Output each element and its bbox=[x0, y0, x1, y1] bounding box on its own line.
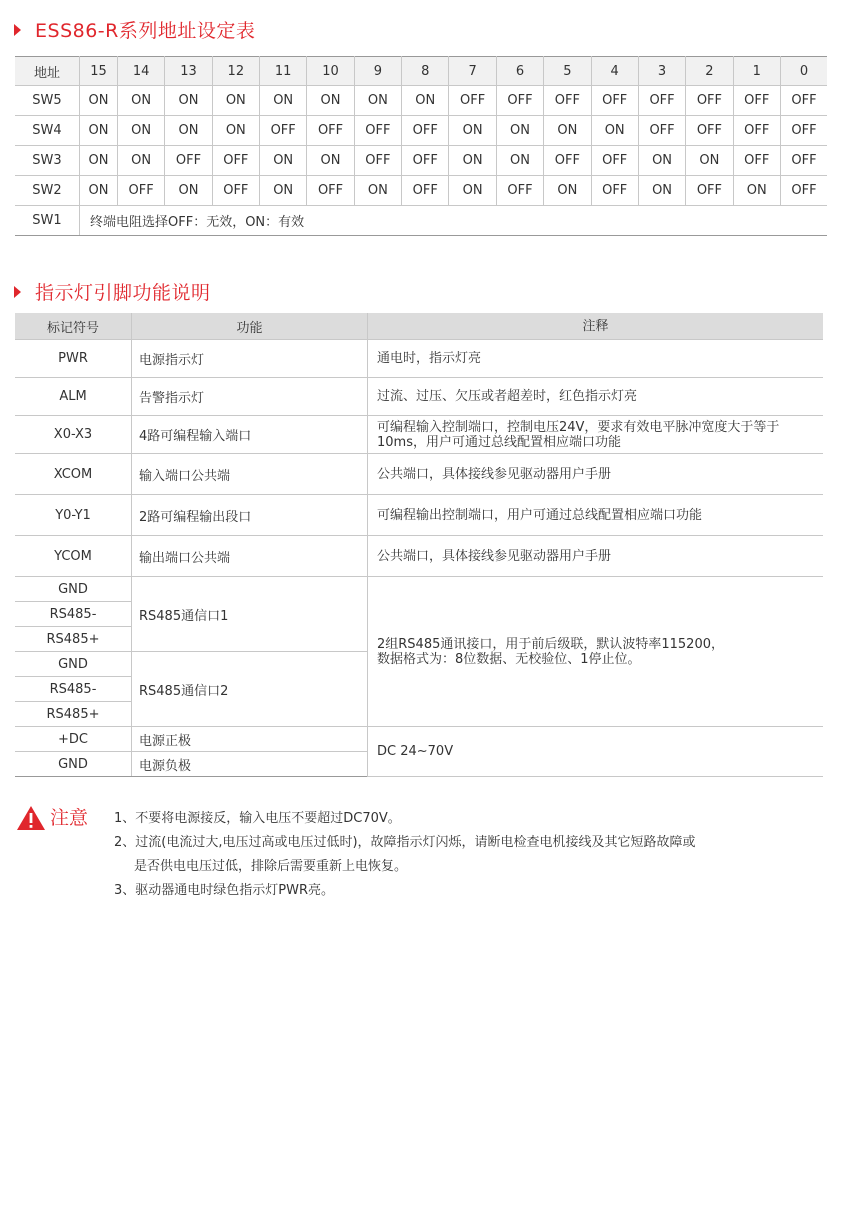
switch-state-cell: ON bbox=[80, 146, 118, 176]
switch-state-cell: OFF bbox=[780, 116, 827, 146]
switch-state-cell: ON bbox=[686, 146, 733, 176]
symbol-cell: Y0-Y1 bbox=[15, 495, 132, 536]
address-bit-header: 12 bbox=[212, 57, 259, 86]
switch-state-cell: OFF bbox=[591, 86, 638, 116]
switch-state-cell: OFF bbox=[117, 176, 164, 206]
section-title: 指示灯引脚功能说明 bbox=[35, 282, 211, 304]
function-cell: 输入端口公共端 bbox=[132, 454, 368, 495]
note-cell: 通电时，指示灯亮 bbox=[368, 340, 824, 378]
address-bit-header: 1 bbox=[733, 57, 780, 86]
switch-state-cell: OFF bbox=[780, 146, 827, 176]
switch-label-cell: SW2 bbox=[15, 176, 80, 206]
table-row bbox=[15, 536, 823, 577]
table-header-row bbox=[15, 57, 827, 86]
switch-state-cell: OFF bbox=[733, 86, 780, 116]
note-cell bbox=[368, 577, 824, 727]
table-row bbox=[15, 727, 823, 752]
switch-state-cell: OFF bbox=[686, 176, 733, 206]
address-bit-header: 15 bbox=[80, 57, 118, 86]
function-cell: 输出端口公共端 bbox=[132, 536, 368, 577]
function-cell: 电源负极 bbox=[132, 752, 368, 777]
switch-state-cell: OFF bbox=[354, 146, 401, 176]
switch-state-cell: OFF bbox=[638, 86, 685, 116]
switch-label-cell: SW5 bbox=[15, 86, 80, 116]
switch-state-cell: ON bbox=[212, 116, 259, 146]
symbol-cell: +DC bbox=[15, 727, 132, 752]
address-bit-header: 6 bbox=[496, 57, 543, 86]
pin-cell: RS485+ bbox=[15, 702, 132, 727]
switch-state-cell: OFF bbox=[496, 176, 543, 206]
switch-state-cell: OFF bbox=[780, 86, 827, 116]
switch-state-cell: OFF bbox=[212, 176, 259, 206]
function-cell: RS485通信口2 bbox=[132, 652, 368, 727]
note-cell: 公共端口，具体接线参见驱动器用户手册 bbox=[368, 454, 824, 495]
table-row bbox=[15, 577, 823, 602]
switch-state-cell: OFF bbox=[260, 116, 307, 146]
address-bit-header: 11 bbox=[260, 57, 307, 86]
switch-state-cell: OFF bbox=[307, 176, 354, 206]
function-cell: 4路可编程输入端口 bbox=[132, 416, 368, 454]
switch-state-cell: OFF bbox=[591, 146, 638, 176]
notice-item: 3、驱动器通电时绿色指示灯PWR亮。 bbox=[114, 883, 334, 898]
table-row bbox=[15, 206, 827, 236]
address-bit-header: 5 bbox=[544, 57, 591, 86]
table-row bbox=[15, 454, 823, 495]
switch-state-cell: ON bbox=[496, 116, 543, 146]
symbol-cell: ALM bbox=[15, 378, 132, 416]
switch-label-cell: SW4 bbox=[15, 116, 80, 146]
switch-state-cell: OFF bbox=[402, 116, 449, 146]
switch-state-cell: OFF bbox=[733, 146, 780, 176]
address-bit-header: 10 bbox=[307, 57, 354, 86]
switch-state-cell: ON bbox=[354, 176, 401, 206]
switch-state-cell: ON bbox=[402, 86, 449, 116]
note-cell bbox=[368, 416, 824, 454]
switch-state-cell: ON bbox=[165, 176, 212, 206]
switch-state-cell: ON bbox=[449, 176, 496, 206]
notice-list bbox=[114, 807, 696, 903]
switch-state-cell: ON bbox=[117, 116, 164, 146]
section-title: ESS86-R系列地址设定表 bbox=[35, 20, 256, 42]
symbol-cell: X0-X3 bbox=[15, 416, 132, 454]
note-cell: 公共端口，具体接线参见驱动器用户手册 bbox=[368, 536, 824, 577]
address-settings-table bbox=[15, 56, 827, 236]
switch-state-cell: ON bbox=[307, 146, 354, 176]
function-cell: 电源指示灯 bbox=[132, 340, 368, 378]
header-cell: 地址 bbox=[15, 57, 80, 86]
pin-cell: GND bbox=[15, 652, 132, 677]
switch-state-cell: ON bbox=[260, 176, 307, 206]
pin-cell: RS485+ bbox=[15, 627, 132, 652]
switch-state-cell: OFF bbox=[354, 116, 401, 146]
address-bit-header: 3 bbox=[638, 57, 685, 86]
symbol-cell: GND bbox=[15, 752, 132, 777]
symbol-cell: XCOM bbox=[15, 454, 132, 495]
pin-cell: GND bbox=[15, 577, 132, 602]
address-bit-header: 0 bbox=[780, 57, 827, 86]
note-cell: DC 24~70V bbox=[368, 727, 824, 777]
switch-state-cell: OFF bbox=[307, 116, 354, 146]
function-cell: 2路可编程输出段口 bbox=[132, 495, 368, 536]
switch-state-cell: ON bbox=[212, 86, 259, 116]
note-cell: 可编程输出控制端口，用户可通过总线配置相应端口功能 bbox=[368, 495, 824, 536]
note-cell: 过流、过压、欠压或者超差时，红色指示灯亮 bbox=[368, 378, 824, 416]
table-row bbox=[15, 116, 827, 146]
function-cell: 电源正极 bbox=[132, 727, 368, 752]
switch-state-cell: OFF bbox=[544, 86, 591, 116]
switch-label-cell: SW1 bbox=[15, 206, 80, 236]
switch-state-cell: OFF bbox=[402, 146, 449, 176]
notice-item: 1、不要将电源接反，输入电压不要超过DC70V。 bbox=[114, 811, 401, 826]
table-header-row bbox=[15, 313, 823, 340]
note-line: 10ms，用户可通过总线配置相应端口功能 bbox=[377, 434, 621, 450]
table-row bbox=[15, 378, 823, 416]
termination-note-cell: 终端电阻选择OFF：无效，ON：有效 bbox=[80, 206, 828, 236]
switch-state-cell: ON bbox=[544, 116, 591, 146]
switch-state-cell: OFF bbox=[544, 146, 591, 176]
table-row bbox=[15, 146, 827, 176]
switch-state-cell: ON bbox=[638, 146, 685, 176]
switch-state-cell: ON bbox=[80, 116, 118, 146]
note-line: 数据格式为：8位数据、无校验位、1停止位。 bbox=[377, 651, 641, 667]
indicator-pin-table bbox=[15, 313, 823, 777]
switch-state-cell: ON bbox=[80, 86, 118, 116]
switch-state-cell: ON bbox=[544, 176, 591, 206]
note-line: 2组RS485通讯接口，用于前后级联，默认波特率115200， bbox=[377, 636, 724, 652]
switch-state-cell: ON bbox=[260, 146, 307, 176]
pin-cell: RS485- bbox=[15, 602, 132, 627]
switch-state-cell: ON bbox=[307, 86, 354, 116]
table-row bbox=[15, 495, 823, 536]
table-row bbox=[15, 416, 823, 454]
address-bit-header: 7 bbox=[449, 57, 496, 86]
switch-state-cell: OFF bbox=[591, 176, 638, 206]
table-row bbox=[15, 86, 827, 116]
address-bit-header: 9 bbox=[354, 57, 401, 86]
address-bit-header: 14 bbox=[117, 57, 164, 86]
pin-cell: RS485- bbox=[15, 677, 132, 702]
switch-label-cell: SW3 bbox=[15, 146, 80, 176]
switch-state-cell: ON bbox=[165, 86, 212, 116]
note-line: 可编程输入控制端口，控制电压24V，要求有效电平脉冲宽度大于等于 bbox=[377, 419, 780, 435]
arrow-right-icon bbox=[14, 286, 21, 298]
notice-title: 注意 bbox=[50, 807, 89, 829]
switch-state-cell: ON bbox=[80, 176, 118, 206]
symbol-cell: PWR bbox=[15, 340, 132, 378]
table-row bbox=[15, 176, 827, 206]
header-function: 功能 bbox=[132, 313, 368, 340]
switch-state-cell: ON bbox=[591, 116, 638, 146]
switch-state-cell: ON bbox=[449, 146, 496, 176]
address-bit-header: 13 bbox=[165, 57, 212, 86]
address-bit-header: 8 bbox=[402, 57, 449, 86]
section-heading-indicator bbox=[14, 278, 211, 305]
switch-state-cell: OFF bbox=[780, 176, 827, 206]
switch-state-cell: ON bbox=[165, 116, 212, 146]
address-bit-header: 2 bbox=[686, 57, 733, 86]
switch-state-cell: ON bbox=[354, 86, 401, 116]
notice-item-continuation: 是否供电电压过低，排除后需要重新上电恢复。 bbox=[134, 859, 408, 874]
switch-state-cell: OFF bbox=[402, 176, 449, 206]
switch-state-cell: OFF bbox=[496, 86, 543, 116]
header-note: 注释 bbox=[368, 313, 824, 340]
function-cell: 告警指示灯 bbox=[132, 378, 368, 416]
switch-state-cell: ON bbox=[638, 176, 685, 206]
switch-state-cell: OFF bbox=[733, 116, 780, 146]
switch-state-cell: ON bbox=[496, 146, 543, 176]
switch-state-cell: ON bbox=[260, 86, 307, 116]
header-symbol: 标记符号 bbox=[15, 313, 132, 340]
table-row bbox=[15, 340, 823, 378]
switch-state-cell: OFF bbox=[212, 146, 259, 176]
symbol-cell: YCOM bbox=[15, 536, 132, 577]
switch-state-cell: ON bbox=[449, 116, 496, 146]
switch-state-cell: OFF bbox=[449, 86, 496, 116]
switch-state-cell: OFF bbox=[165, 146, 212, 176]
arrow-right-icon bbox=[14, 24, 21, 36]
switch-state-cell: ON bbox=[117, 86, 164, 116]
switch-state-cell: OFF bbox=[638, 116, 685, 146]
section-heading-address bbox=[14, 16, 255, 43]
switch-state-cell: OFF bbox=[686, 116, 733, 146]
address-bit-header: 4 bbox=[591, 57, 638, 86]
notice-item: 2、过流(电流过大,电压过高或电压过低时)，故障指示灯闪烁，请断电检查电机接线及其它短路故障或 bbox=[114, 835, 696, 850]
switch-state-cell: ON bbox=[117, 146, 164, 176]
switch-state-cell: ON bbox=[733, 176, 780, 206]
switch-state-cell: OFF bbox=[686, 86, 733, 116]
function-cell: RS485通信口1 bbox=[132, 577, 368, 652]
warning-icon bbox=[16, 805, 46, 831]
